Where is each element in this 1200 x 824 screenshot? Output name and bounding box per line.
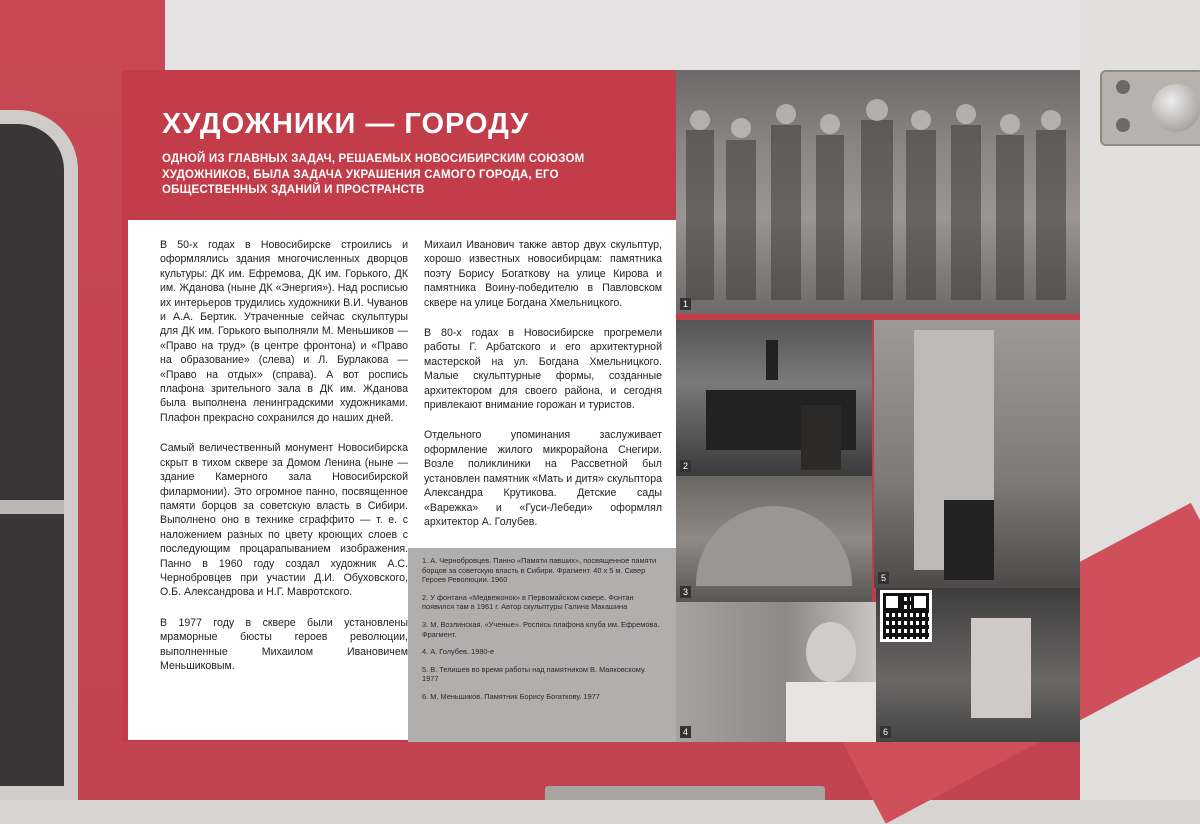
paragraph: В 80-х годах в Новосибирске прогремели работы Г. Арбатского и его архитектурной мастерской на ул. Богдана Хмельницкого. Малые скульптурные формы, созданные архитектором для своего района, и сегодня привлекают внимание горожан и туристов. bbox=[424, 327, 662, 412]
photo-number: 1 bbox=[680, 298, 691, 310]
photo-number: 2 bbox=[680, 460, 691, 472]
face bbox=[806, 622, 856, 682]
person-figure bbox=[766, 340, 778, 380]
photo-captions bbox=[408, 548, 676, 742]
train-door-frame bbox=[0, 110, 78, 800]
poster-subtitle: ОДНОЙ ИЗ ГЛАВНЫХ ЗАДАЧ, РЕШАЕМЫХ НОВОСИБИРСКИМ СОЮЗОМ ХУДОЖНИКОВ, БЫЛА ЗАДАЧА УКРАШЕНИЯ САМОГО ГОРОДА, ЕГО ОБЩЕСТВЕННЫХ ЗДАНИЙ И ПРОСТРАНСТВ bbox=[162, 153, 585, 196]
grey-wall-top bbox=[165, 0, 1200, 70]
paragraph: В 1977 году в сквере были установлены мраморные бюсты героев революции, выполненные Михаилом Ивановичем Меньшиковым. bbox=[160, 616, 408, 672]
screw-icon bbox=[1116, 80, 1130, 94]
bottom-metal-plate bbox=[545, 786, 825, 800]
info-poster bbox=[122, 70, 1080, 742]
caption-item: 2. У фонтана «Медвежонок» в Первомайском сквере. Фонтан появился там в 1961 г. Автор скульптуры Галина Макашина bbox=[422, 592, 634, 612]
shirt bbox=[786, 682, 876, 742]
knob-icon bbox=[1152, 84, 1200, 132]
photo-bear-fountain bbox=[676, 320, 872, 476]
photo-sgraffito-panel bbox=[676, 70, 1080, 314]
monument bbox=[971, 618, 1031, 718]
text-column-right bbox=[424, 238, 662, 545]
poster-title: ХУДОЖНИКИ — ГОРОДУ bbox=[162, 108, 530, 140]
fresco-arch bbox=[696, 506, 852, 586]
door-hardware bbox=[1100, 70, 1200, 146]
photo-number: 5 bbox=[878, 572, 889, 584]
paragraph: Самый величественный монумент Новосибирска скрыт в тихом сквере за Домом Ленина (ныне — здание Камерного зала Новосибирской филармонии). Это огромное панно, посвященное памяти борцов за советскую власть в Сибири. Выполнено оно в технике сграффито — т. е. с наложением разных по цвету кроющих слоев с последующим процарапыванием изображения. Панно в 1960 году создал художник А.С. Чернобровцев при участии Д.И. Обуховского, О.Б. Александрова и Н.Г. Мавротского. bbox=[160, 442, 408, 599]
caption-item: 6. М. Меньшиков. Памятник Борису Богаткову. 1977 bbox=[422, 691, 600, 701]
photo-number: 4 bbox=[680, 726, 691, 738]
bear-sculpture bbox=[801, 405, 841, 470]
screw-icon bbox=[1116, 118, 1130, 132]
qr-code-icon[interactable] bbox=[880, 590, 932, 642]
photo-number: 3 bbox=[680, 586, 691, 598]
photo-number: 6 bbox=[880, 726, 891, 738]
photo-ceiling-fresco bbox=[676, 476, 872, 602]
text-column-left bbox=[160, 238, 408, 689]
sculptor-figure bbox=[944, 500, 994, 580]
paragraph: Отдельного упоминания заслуживает оформление жилого микрорайона Снегири. Возле поликлиники на Рассветной был установлен памятник «Мать и дитя» скульптора Александра Крутикова. Детские сады «Варежка» и «Гуси-Лебеди» оформлял архитектор А. Голубев. bbox=[424, 429, 662, 528]
photo-golubev-portrait bbox=[676, 602, 876, 742]
caption-item: 1. А. Чернобровцев. Панно «Памяти павших», посвященное памяти борцов за советскую власть в Сибири. Фрагмент. 40 х 5 м. Сквер Героев Революции. 1960 bbox=[422, 556, 657, 585]
photo-sculptor-mayakovsky bbox=[874, 320, 1080, 588]
paragraph: В 50-х годах в Новосибирске строились и оформлялись здания многочисленных дворцов культуры: ДК им. Ефремова, ДК им. Горького, ДК им. Жданова (ныне ДК «Энергия»). Над росписью их интерьеров трудились художники В.И. Чуванов и А.А. Бертик. Утраченные сейчас скульптуры для ДК им. Горького выполняли М. Меньшиков — «Право на труд» (в центре фронтона) и «Право на образование» (слева) и Л. Бурлакова — «Право на отдых» (справа). А вот роспись плафона зрительного зала в ДК им. Жданова была выполнена ленинградскими художниками. Плафон прекрасно сохранился до наших дней. bbox=[160, 239, 408, 424]
caption-item: 3. М. Возлинская. «Ученые». Роспись плафона клуба им. Ефремова. Фрагмент. bbox=[422, 619, 660, 639]
paragraph: Михаил Иванович также автор двух скульптур, хорошо известных новосибирцам: памятника поэту Борису Богаткову на улице Кирова и памятника Воину-победителю в Павловском сквере на улице Богдана Хмельницкого. bbox=[424, 239, 662, 309]
caption-item: 4. А. Голубев. 1980-е bbox=[422, 647, 495, 657]
caption-item: 5. В. Телишев во время работы над памятником В. Маяковскому. 1977 bbox=[422, 664, 646, 684]
figures-relief bbox=[676, 70, 1080, 314]
door-divider bbox=[0, 500, 64, 514]
